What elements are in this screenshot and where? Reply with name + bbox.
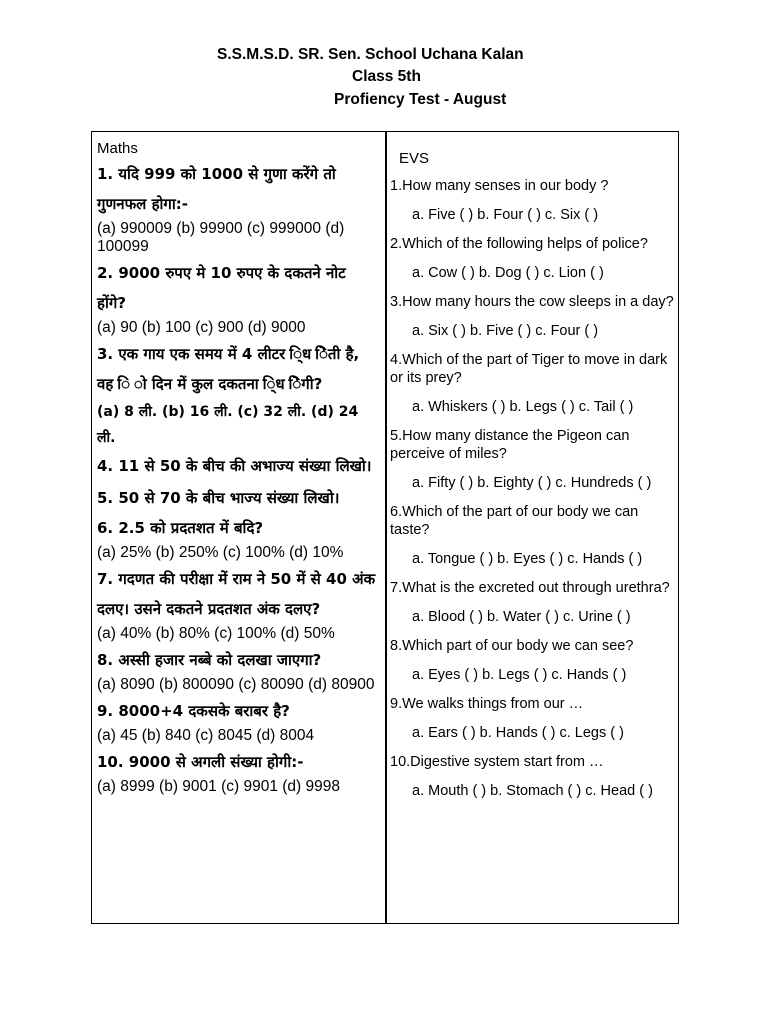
maths-options: (a) 8999 (b) 9001 (c) 9901 (d) 9998 (97, 778, 340, 795)
maths-options: (a) 40% (b) 80% (c) 100% (d) 50% (97, 625, 335, 642)
maths-question: 5. 50 से 70 के बीच भाज्य संख्या लिखो। (97, 489, 340, 507)
column-divider (385, 131, 387, 924)
maths-options: (a) 990009 (b) 99900 (c) 999000 (d) 100099 (97, 220, 345, 255)
evs-question: 1.How many senses in our body ? (390, 178, 609, 194)
class-title: Class 5th (352, 68, 421, 85)
maths-options: (a) 8090 (b) 800090 (c) 80090 (d) 80900 (97, 676, 375, 693)
evs-heading: EVS (399, 150, 430, 167)
evs-options: a. Eyes ( ) b. Legs ( ) c. Hands ( ) (412, 667, 627, 683)
maths-options: (a) 25% (b) 250% (c) 100% (d) 10% (97, 544, 344, 561)
maths-question: 4. 11 से 50 के बीच की अभाज्य संख्या लिखो। (97, 457, 372, 475)
evs-options: a. Mouth ( ) b. Stomach ( ) c. Head ( ) (412, 783, 653, 799)
maths-question: 6. 2.5 को प्रदतशत में बदि? (97, 519, 264, 537)
maths-question: 2. 9000 रुपए मे 10 रुपए के दकतने नोट होंगे? (97, 264, 346, 312)
evs-options: a. Ears ( ) b. Hands ( ) c. Legs ( ) (412, 725, 624, 741)
maths-question: 1. यदि 999 को 1000 से गुणा करेंगे तो गुणनफल होगा:- (97, 165, 336, 213)
maths-options: (a) 90 (b) 100 (c) 900 (d) 9000 (97, 319, 306, 336)
evs-options: a. Fifty ( ) b. Eighty ( ) c. Hundreds ( ) (412, 475, 652, 491)
maths-question: 7. गदणत की परीक्षा में राम ने 50 में से 40 अंक दलए। उसने दकतने प्रदतशत अंक दलए? (97, 570, 376, 618)
evs-options: a. Whiskers ( ) b. Legs ( ) c. Tail ( ) (412, 399, 634, 415)
evs-question: 9.We walks things from our … (390, 696, 584, 712)
maths-question: 10. 9000 से अगली संख्या होगी:- (97, 753, 304, 771)
evs-question: 8.Which part of our body we can see? (390, 638, 634, 654)
school-name: S.S.M.S.D. SR. Sen. School Uchana Kalan (217, 46, 524, 63)
evs-options: a. Five ( ) b. Four ( ) c. Six ( ) (412, 207, 599, 223)
maths-question: 3. एक गाय एक समय में 4 लीटर ि्ध िेती है, वह ि ो दिन में कुल दकतना ि्ध िेगी? (97, 345, 360, 393)
evs-question: 10.Digestive system start from … (390, 754, 604, 770)
evs-question: 6.Which of the part of our body we can taste? (390, 504, 639, 538)
evs-question: 4.Which of the part of Tiger to move in dark or its prey? (390, 352, 668, 386)
maths-question: 8. अस्सी हजार नब्बे को दलखा जाएगा? (97, 651, 322, 669)
maths-heading: Maths (97, 140, 138, 157)
evs-question: 3.How many hours the cow sleeps in a day? (390, 294, 674, 310)
test-title: Profiency Test - August (334, 91, 507, 108)
evs-options: a. Tongue ( ) b. Eyes ( ) c. Hands ( ) (412, 551, 643, 567)
evs-question: 2.Which of the following helps of police? (390, 236, 648, 252)
maths-options: (a) 8 ली. (b) 16 ली. (c) 32 ली. (d) 24 ली. (97, 404, 359, 446)
maths-column (97, 140, 379, 798)
evs-question: 7.What is the excreted out through urethra? (390, 580, 670, 596)
evs-column (390, 150, 674, 811)
evs-options: a. Cow ( ) b. Dog ( ) c. Lion ( ) (412, 265, 604, 281)
maths-question: 9. 8000+4 दकसके बराबर है? (97, 702, 290, 720)
evs-question: 5.How many distance the Pigeon can perceive of miles? (390, 428, 630, 462)
maths-options: (a) 45 (b) 840 (c) 8045 (d) 8004 (97, 727, 315, 744)
evs-options: a. Blood ( ) b. Water ( ) c. Urine ( ) (412, 609, 631, 625)
evs-options: a. Six ( ) b. Five ( ) c. Four ( ) (412, 323, 599, 339)
